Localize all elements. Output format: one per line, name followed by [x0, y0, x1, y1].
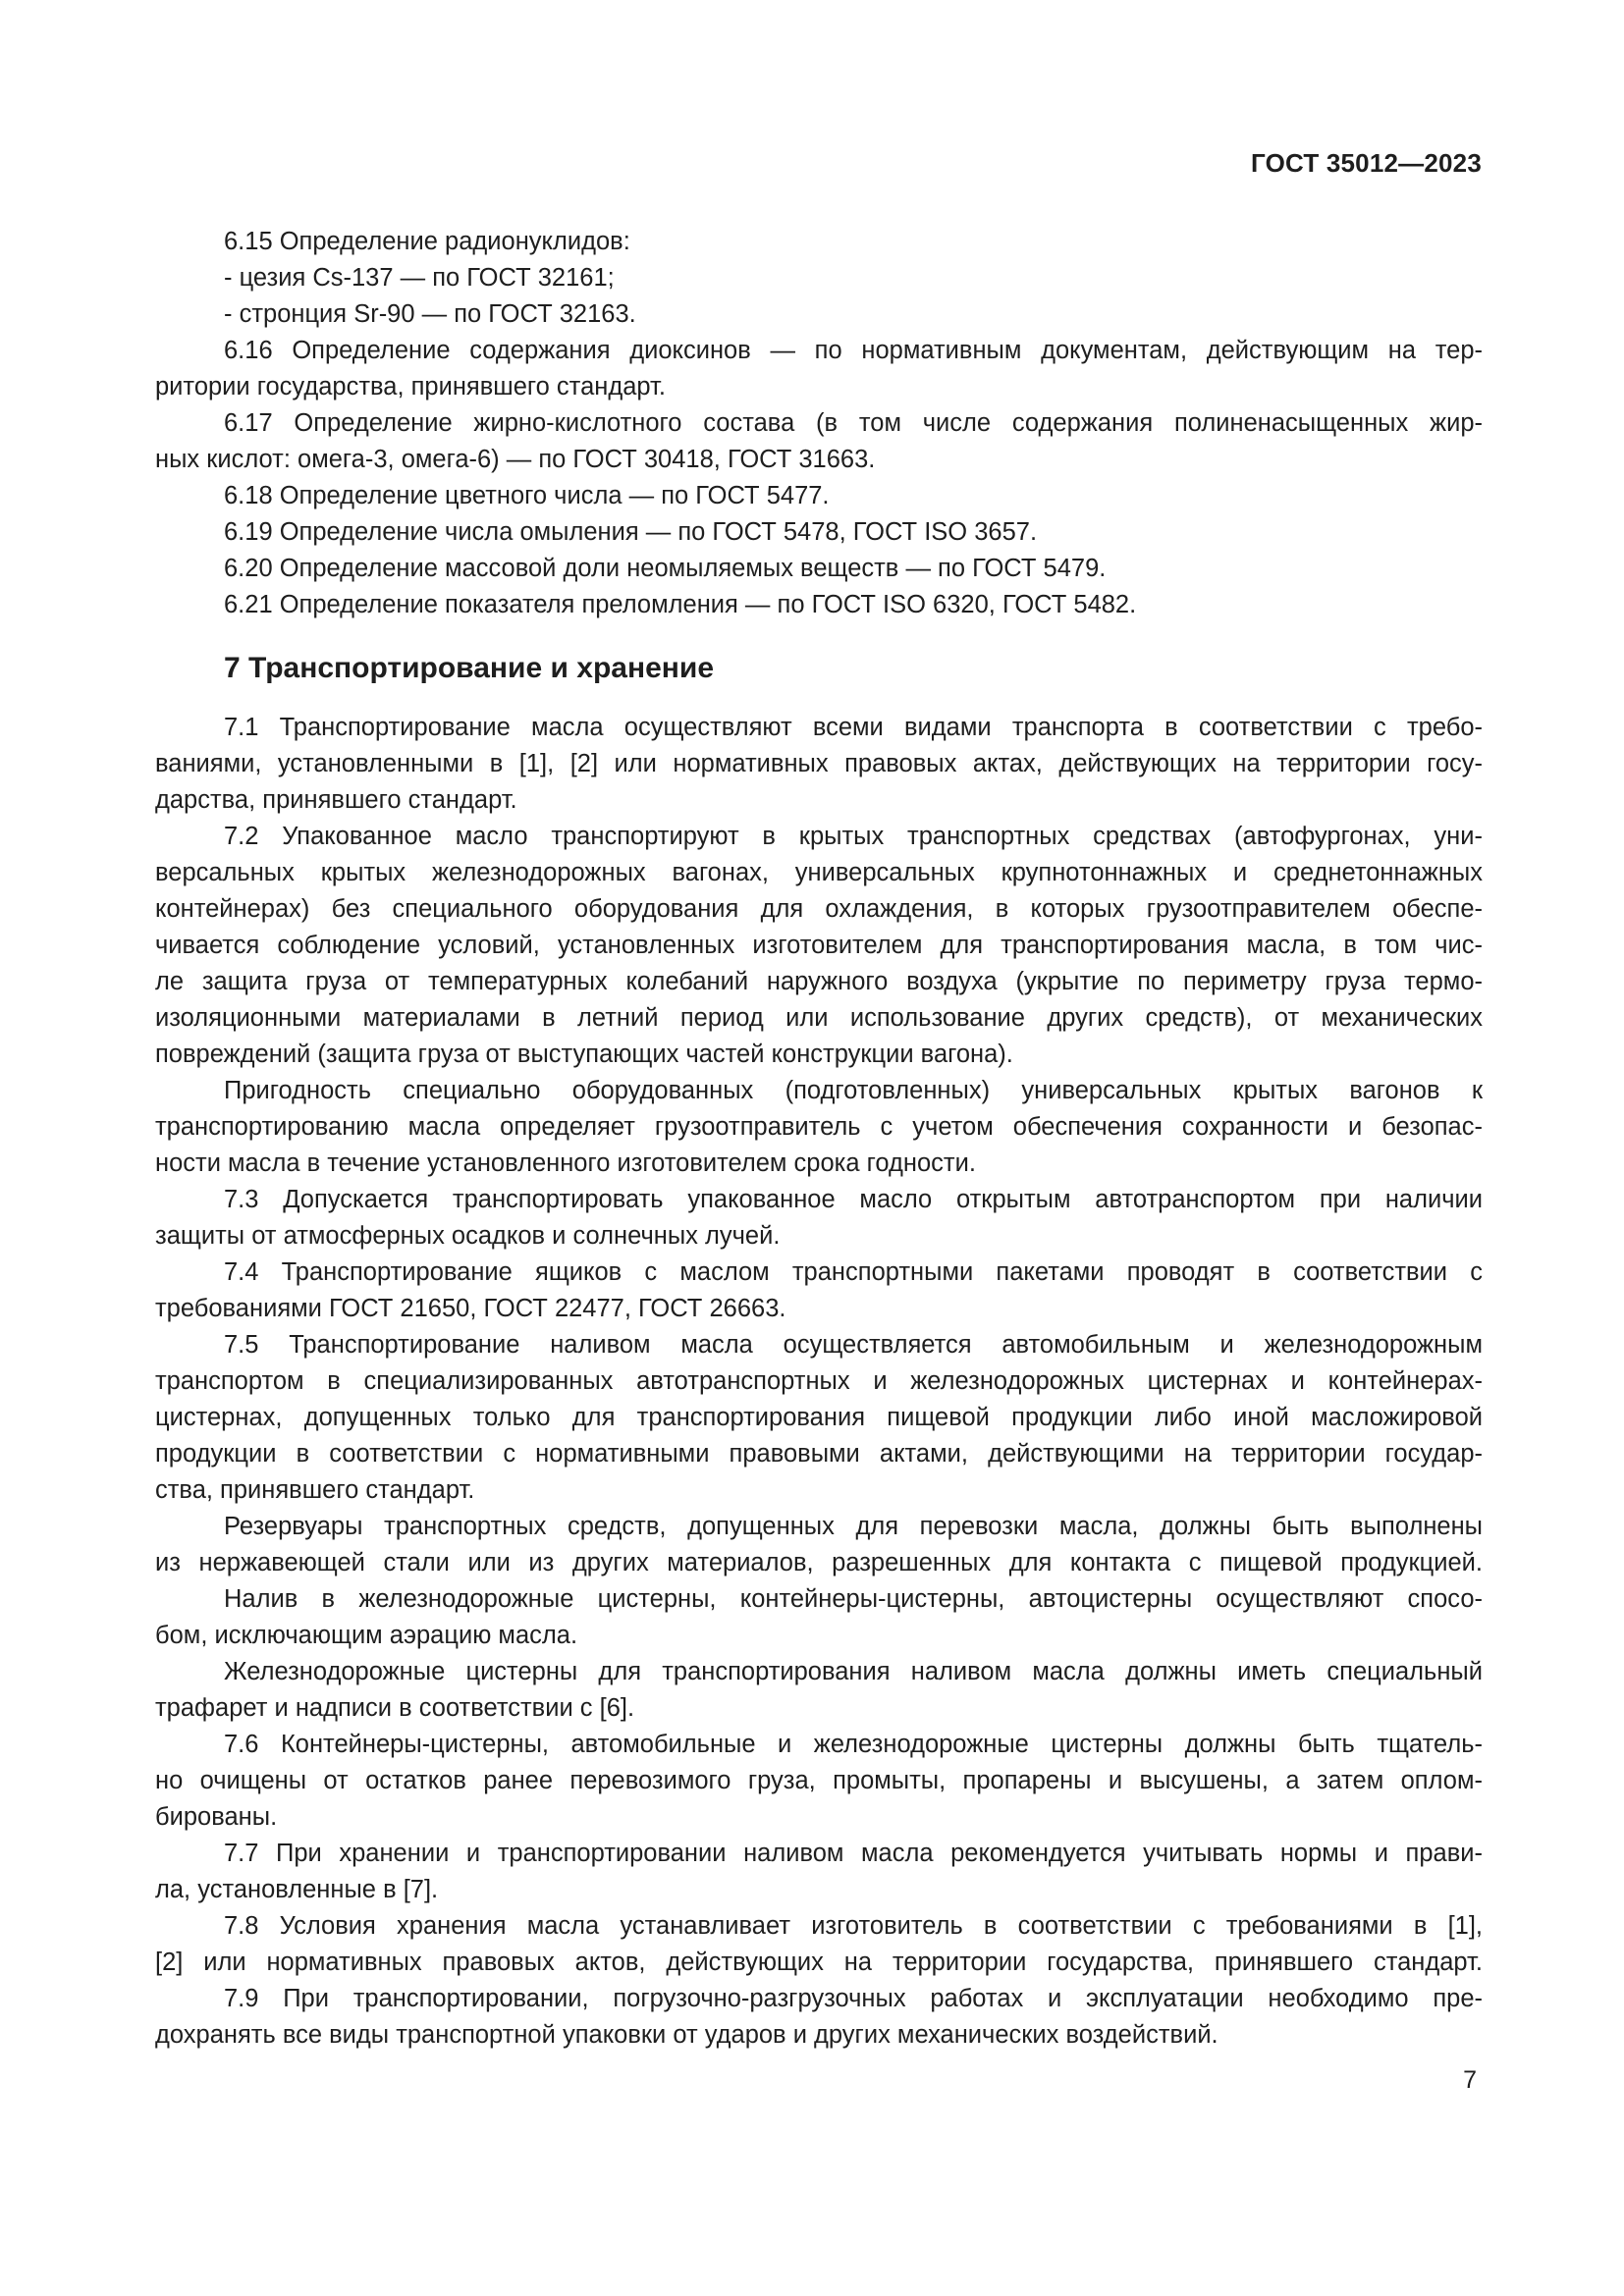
text-line: 7.1 Транспортирование масла осуществляют всеми видами транспорта в соответствии с требо- — [224, 714, 1483, 741]
text-line: 6.21 Определение показателя преломления — по ГОСТ ISO 6320, ГОСТ 5482. — [224, 591, 1137, 618]
text-line: трафарет и надписи в соответствии с [6]. — [155, 1694, 635, 1722]
text-line: 6.19 Определение числа омыления — по ГОСТ 5478, ГОСТ ISO 3657. — [224, 518, 1038, 546]
text-line: ства, принявшего стандарт. — [155, 1476, 475, 1504]
text-line: требованиями ГОСТ 21650, ГОСТ 22477, ГОСТ 26663. — [155, 1295, 786, 1322]
text-line: транспортированию масла определяет грузоотправитель с учетом обеспечения сохранности и безопас- — [155, 1113, 1483, 1141]
text-line: контейнерах) без специального оборудования для охлаждения, в которых грузоотправителем обеспе- — [155, 895, 1483, 923]
text-line: [2] или нормативных правовых актов, действующих на территории государства, принявшего стандарт. — [155, 1949, 1483, 1976]
text-line: 6.20 Определение массовой доли неомыляемых веществ — по ГОСТ 5479. — [224, 555, 1107, 582]
text-line: дарства, принявшего стандарт. — [155, 786, 517, 814]
document-body — [155, 224, 1483, 2054]
text-line: 7.6 Контейнеры-цистерны, автомобильные и железнодорожные цистерны должны быть тщатель- — [224, 1731, 1483, 1758]
text-line: 6.17 Определение жирно-кислотного состава (в том числе содержания полиненасыщенных жир- — [224, 409, 1483, 437]
text-line: защиты от атмосферных осадков и солнечных лучей. — [155, 1222, 781, 1250]
text-line: бированы. — [155, 1803, 278, 1831]
text-line: 7.2 Упакованное масло транспортируют в крытых транспортных средствах (автофургонах, уни- — [224, 823, 1483, 850]
text-line: 7.7 При хранении и транспортировании наливом масла рекомендуется учитывать нормы и прави- — [224, 1840, 1483, 1867]
text-line: ности масла в течение установленного изготовителем срока годности. — [155, 1149, 976, 1177]
text-line: - цезия Cs-137 — по ГОСТ 32161; — [224, 264, 615, 292]
text-line: 7.9 При транспортировании, погрузочно-разгрузочных работах и эксплуатации необходимо пре- — [224, 1985, 1483, 2012]
page-number: 7 — [1463, 2066, 1477, 2094]
section-7-heading: 7 Транспортирование и хранение — [224, 652, 715, 684]
text-line: Резервуары транспортных средств, допущенных для перевозки масла, должны быть выполнены — [224, 1513, 1483, 1540]
text-line: ваниями, установленными в [1], [2] или нормативных правовых актах, действующих на территории госу- — [155, 750, 1483, 777]
text-line: дохранять все виды транспортной упаковки от ударов и других механических воздействий. — [155, 2021, 1218, 2049]
text-line: 7.4 Транспортирование ящиков с маслом транспортными пакетами проводят в соответствии с — [224, 1258, 1483, 1286]
text-line: версальных крытых железнодорожных вагонах, универсальных крупнотоннажных и среднетоннажных — [155, 859, 1483, 886]
text-line: ле защита груза от температурных колебаний наружного воздуха (укрытие по периметру груза термо- — [155, 968, 1483, 995]
text-line: Налив в железнодорожные цистерны, контейнеры-цистерны, автоцистерны осуществляют спосо- — [224, 1585, 1483, 1613]
text-line: ных кислот: омега-3, омега-6) — по ГОСТ 30418, ГОСТ 31663. — [155, 446, 876, 473]
text-line: транспортом в специализированных автотранспортных и железнодорожных цистернах и контейнерах- — [155, 1367, 1483, 1395]
text-line: повреждений (защита груза от выступающих частей конструкции вагона). — [155, 1041, 1013, 1068]
text-line: из нержавеющей стали или из других материалов, разрешенных для контакта с пищевой продукцией. — [155, 1549, 1483, 1576]
text-line: чивается соблюдение условий, установленных изготовителем для транспортирования масла, в том чис- — [155, 932, 1483, 959]
section-6-items — [155, 224, 1483, 623]
text-line: цистернах, допущенных только для транспортирования пищевой продукции либо иной масложировой — [155, 1404, 1483, 1431]
document-code: ГОСТ 35012—2023 — [1251, 148, 1482, 178]
text-line: 6.15 Определение радионуклидов: — [224, 228, 630, 255]
text-line: 6.16 Определение содержания диоксинов — по нормативным документам, действующим на тер- — [224, 337, 1483, 364]
text-line: изоляционными материалами в летний период или использование других средств), от механических — [155, 1004, 1483, 1032]
text-line: продукции в соответствии с нормативными правовыми актами, действующими на территории государ- — [155, 1440, 1483, 1468]
text-line: Пригодность специально оборудованных (подготовленных) универсальных крытых вагонов к — [224, 1077, 1483, 1104]
text-line: бом, исключающим аэрацию масла. — [155, 1622, 578, 1649]
section-7-body — [155, 710, 1483, 2054]
text-line: 7.8 Условия хранения масла устанавливает изготовитель в соответствии с требованиями в [1], — [224, 1912, 1483, 1940]
text-line: 6.18 Определение цветного числа — по ГОСТ 5477. — [224, 482, 830, 509]
text-line: 7.3 Допускается транспортировать упакованное масло открытым автотранспортом при наличии — [224, 1186, 1483, 1213]
text-line: ла, установленные в [7]. — [155, 1876, 439, 1903]
text-line: ритории государства, принявшего стандарт. — [155, 373, 666, 400]
text-line: Железнодорожные цистерны для транспортирования наливом масла должны иметь специальный — [224, 1658, 1483, 1685]
text-line: 7.5 Транспортирование наливом масла осуществляется автомобильным и железнодорожным — [224, 1331, 1483, 1359]
text-line: но очищены от остатков ранее перевозимого груза, промыты, пропарены и высушены, а затем оплом- — [155, 1767, 1483, 1794]
text-line: - стронция Sr-90 — по ГОСТ 32163. — [224, 300, 636, 328]
